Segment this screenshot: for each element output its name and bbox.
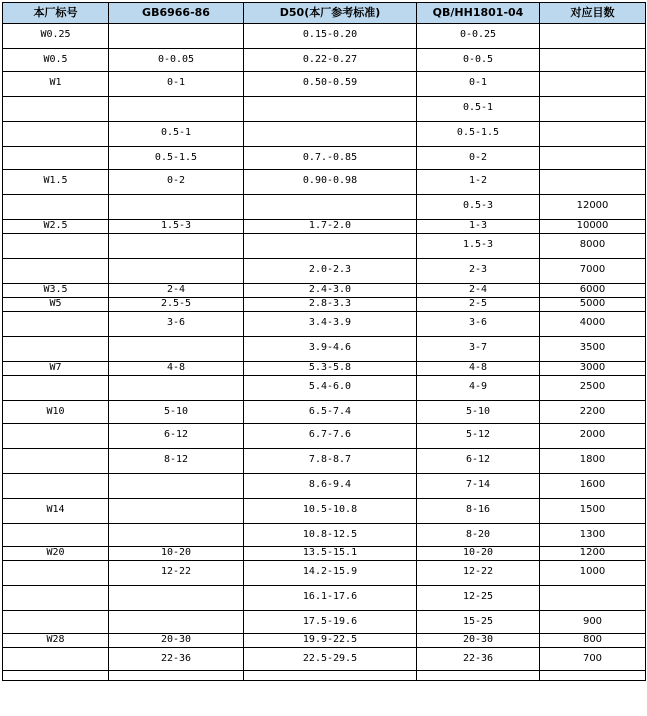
cell-d50: 10.5-10.8 <box>244 499 417 524</box>
cell-mesh <box>540 586 646 611</box>
cell-mesh: 2200 <box>540 401 646 424</box>
cell-d50: 2.8-3.3 <box>244 298 417 312</box>
cell-qbhh1801: 0.5-3 <box>417 195 540 220</box>
cell-mesh: 1600 <box>540 474 646 499</box>
cell-factory-grade <box>3 234 109 259</box>
cell-mesh: 5000 <box>540 298 646 312</box>
table-row <box>3 298 646 312</box>
cell-factory-grade <box>3 424 109 449</box>
table-row <box>3 671 646 681</box>
cell-qbhh1801: 4-8 <box>417 362 540 376</box>
cell-gb6966 <box>109 234 244 259</box>
table-row <box>3 424 646 449</box>
cell-factory-grade <box>3 97 109 122</box>
cell-gb6966: 12-22 <box>109 561 244 586</box>
cell-qbhh1801: 12-22 <box>417 561 540 586</box>
cell-d50: 16.1-17.6 <box>244 586 417 611</box>
table-row <box>3 24 646 49</box>
cell-qbhh1801: 0.5-1 <box>417 97 540 122</box>
cell-mesh: 6000 <box>540 284 646 298</box>
table-row <box>3 611 646 634</box>
cell-mesh <box>540 147 646 170</box>
cell-gb6966: 4-8 <box>109 362 244 376</box>
cell-qbhh1801: 6-12 <box>417 449 540 474</box>
cell-factory-grade: W3.5 <box>3 284 109 298</box>
cell-factory-grade: W0.25 <box>3 24 109 49</box>
table-row <box>3 449 646 474</box>
cell-factory-grade: W7 <box>3 362 109 376</box>
cell-d50 <box>244 195 417 220</box>
cell-qbhh1801: 10-20 <box>417 547 540 561</box>
cell-qbhh1801: 0-2 <box>417 147 540 170</box>
cell-factory-grade: W1.5 <box>3 170 109 195</box>
cell-gb6966: 20-30 <box>109 634 244 648</box>
cell-d50: 5.4-6.0 <box>244 376 417 401</box>
cell-d50: 10.8-12.5 <box>244 524 417 547</box>
cell-qbhh1801: 2-4 <box>417 284 540 298</box>
cell-gb6966 <box>109 97 244 122</box>
cell-d50: 7.8-8.7 <box>244 449 417 474</box>
cell-qbhh1801: 2-3 <box>417 259 540 284</box>
cell-qbhh1801: 12-25 <box>417 586 540 611</box>
cell-factory-grade <box>3 524 109 547</box>
cell-qbhh1801: 8-20 <box>417 524 540 547</box>
cell-factory-grade <box>3 648 109 671</box>
cell-factory-grade: W2.5 <box>3 220 109 234</box>
cell-mesh: 1800 <box>540 449 646 474</box>
table-row <box>3 337 646 362</box>
cell-mesh: 800 <box>540 634 646 648</box>
cell-qbhh1801: 0.5-1.5 <box>417 122 540 147</box>
table-row <box>3 195 646 220</box>
cell-factory-grade: W20 <box>3 547 109 561</box>
cell-gb6966 <box>109 524 244 547</box>
cell-factory-grade <box>3 376 109 401</box>
cell-mesh: 1000 <box>540 561 646 586</box>
cell-qbhh1801: 22-36 <box>417 648 540 671</box>
cell-factory-grade <box>3 337 109 362</box>
header-d50: D50(本厂参考标准) <box>244 3 417 24</box>
cell-d50: 0.50-0.59 <box>244 72 417 97</box>
cell-gb6966: 2.5-5 <box>109 298 244 312</box>
cell-mesh: 8000 <box>540 234 646 259</box>
cell-qbhh1801: 0-0.5 <box>417 49 540 72</box>
cell-d50: 0.22-0.27 <box>244 49 417 72</box>
grade-comparison-table <box>2 2 646 681</box>
cell-qbhh1801: 2-5 <box>417 298 540 312</box>
table-row <box>3 547 646 561</box>
cell-qbhh1801: 0-0.25 <box>417 24 540 49</box>
cell-gb6966: 0-1 <box>109 72 244 97</box>
cell-gb6966 <box>109 195 244 220</box>
cell-factory-grade <box>3 474 109 499</box>
cell-factory-grade <box>3 449 109 474</box>
cell-qbhh1801: 7-14 <box>417 474 540 499</box>
cell-factory-grade <box>3 586 109 611</box>
header-gb6966: GB6966-86 <box>109 3 244 24</box>
cell-qbhh1801: 5-10 <box>417 401 540 424</box>
table-row <box>3 499 646 524</box>
table-row <box>3 648 646 671</box>
cell-gb6966: 2-4 <box>109 284 244 298</box>
header-row <box>3 3 646 24</box>
cell-qbhh1801: 8-16 <box>417 499 540 524</box>
cell-mesh: 1300 <box>540 524 646 547</box>
cell-factory-grade <box>3 611 109 634</box>
cell-d50: 2.4-3.0 <box>244 284 417 298</box>
cell-d50 <box>244 234 417 259</box>
cell-mesh: 2000 <box>540 424 646 449</box>
cell-gb6966: 0-0.05 <box>109 49 244 72</box>
cell-d50 <box>244 97 417 122</box>
cell-factory-grade: W5 <box>3 298 109 312</box>
cell-factory-grade: W10 <box>3 401 109 424</box>
table-row <box>3 586 646 611</box>
table-row <box>3 49 646 72</box>
cell-factory-grade: W14 <box>3 499 109 524</box>
cell-gb6966 <box>109 376 244 401</box>
cell-d50: 3.9-4.6 <box>244 337 417 362</box>
cell-gb6966 <box>109 259 244 284</box>
cell-gb6966: 0.5-1.5 <box>109 147 244 170</box>
table-row <box>3 284 646 298</box>
cell-mesh: 7000 <box>540 259 646 284</box>
cell-mesh: 3000 <box>540 362 646 376</box>
cell-d50: 8.6-9.4 <box>244 474 417 499</box>
cell-qbhh1801: 1.5-3 <box>417 234 540 259</box>
cell-factory-grade <box>3 561 109 586</box>
header-qbhh1801: QB/HH1801-04 <box>417 3 540 24</box>
cell-d50: 5.3-5.8 <box>244 362 417 376</box>
cell-mesh: 4000 <box>540 312 646 337</box>
cell-mesh: 900 <box>540 611 646 634</box>
cell-gb6966: 6-12 <box>109 424 244 449</box>
cell-qbhh1801: 20-30 <box>417 634 540 648</box>
cell-d50: 19.9-22.5 <box>244 634 417 648</box>
cell-qbhh1801: 5-12 <box>417 424 540 449</box>
cell-mesh <box>540 49 646 72</box>
cell-mesh <box>540 122 646 147</box>
cell-qbhh1801: 3-7 <box>417 337 540 362</box>
table-row <box>3 122 646 147</box>
table-row <box>3 561 646 586</box>
cell-d50: 6.7-7.6 <box>244 424 417 449</box>
cell-mesh <box>540 671 646 681</box>
cell-mesh <box>540 24 646 49</box>
table-row <box>3 97 646 122</box>
table-row <box>3 634 646 648</box>
cell-factory-grade <box>3 122 109 147</box>
table-row <box>3 362 646 376</box>
cell-d50: 0.90-0.98 <box>244 170 417 195</box>
cell-mesh: 12000 <box>540 195 646 220</box>
cell-gb6966 <box>109 337 244 362</box>
table-row <box>3 220 646 234</box>
cell-gb6966: 3-6 <box>109 312 244 337</box>
cell-gb6966: 10-20 <box>109 547 244 561</box>
table-row <box>3 72 646 97</box>
cell-gb6966: 8-12 <box>109 449 244 474</box>
cell-gb6966: 0.5-1 <box>109 122 244 147</box>
table-row <box>3 524 646 547</box>
table-row <box>3 170 646 195</box>
cell-factory-grade <box>3 259 109 284</box>
cell-d50: 3.4-3.9 <box>244 312 417 337</box>
cell-d50: 2.0-2.3 <box>244 259 417 284</box>
cell-d50: 22.5-29.5 <box>244 648 417 671</box>
cell-gb6966: 0-2 <box>109 170 244 195</box>
cell-gb6966: 1.5-3 <box>109 220 244 234</box>
cell-d50: 6.5-7.4 <box>244 401 417 424</box>
cell-factory-grade: W0.5 <box>3 49 109 72</box>
table-row <box>3 376 646 401</box>
header-factory-grade: 本厂标号 <box>3 3 109 24</box>
cell-d50: 0.15-0.20 <box>244 24 417 49</box>
cell-factory-grade <box>3 671 109 681</box>
table-row <box>3 474 646 499</box>
cell-mesh: 2500 <box>540 376 646 401</box>
table-row <box>3 401 646 424</box>
cell-gb6966 <box>109 671 244 681</box>
cell-mesh <box>540 72 646 97</box>
cell-gb6966: 5-10 <box>109 401 244 424</box>
cell-factory-grade: W1 <box>3 72 109 97</box>
cell-d50: 1.7-2.0 <box>244 220 417 234</box>
cell-mesh: 1500 <box>540 499 646 524</box>
cell-d50: 14.2-15.9 <box>244 561 417 586</box>
cell-d50: 17.5-19.6 <box>244 611 417 634</box>
header-mesh: 对应目数 <box>540 3 646 24</box>
cell-gb6966: 22-36 <box>109 648 244 671</box>
cell-d50 <box>244 122 417 147</box>
cell-gb6966 <box>109 499 244 524</box>
cell-mesh <box>540 97 646 122</box>
cell-mesh <box>540 170 646 195</box>
cell-qbhh1801: 0-1 <box>417 72 540 97</box>
cell-d50: 0.7.-0.85 <box>244 147 417 170</box>
cell-qbhh1801: 1-2 <box>417 170 540 195</box>
cell-factory-grade <box>3 147 109 170</box>
cell-qbhh1801: 3-6 <box>417 312 540 337</box>
cell-qbhh1801: 15-25 <box>417 611 540 634</box>
cell-qbhh1801: 4-9 <box>417 376 540 401</box>
table-row <box>3 147 646 170</box>
table-body <box>3 24 646 681</box>
cell-mesh: 10000 <box>540 220 646 234</box>
cell-qbhh1801 <box>417 671 540 681</box>
cell-gb6966 <box>109 24 244 49</box>
cell-qbhh1801: 1-3 <box>417 220 540 234</box>
cell-mesh: 3500 <box>540 337 646 362</box>
cell-d50 <box>244 671 417 681</box>
cell-gb6966 <box>109 586 244 611</box>
cell-mesh: 700 <box>540 648 646 671</box>
cell-factory-grade <box>3 195 109 220</box>
cell-gb6966 <box>109 611 244 634</box>
table-row <box>3 234 646 259</box>
cell-factory-grade: W28 <box>3 634 109 648</box>
cell-gb6966 <box>109 474 244 499</box>
cell-factory-grade <box>3 312 109 337</box>
table-row <box>3 312 646 337</box>
cell-mesh: 1200 <box>540 547 646 561</box>
cell-d50: 13.5-15.1 <box>244 547 417 561</box>
table-row <box>3 259 646 284</box>
